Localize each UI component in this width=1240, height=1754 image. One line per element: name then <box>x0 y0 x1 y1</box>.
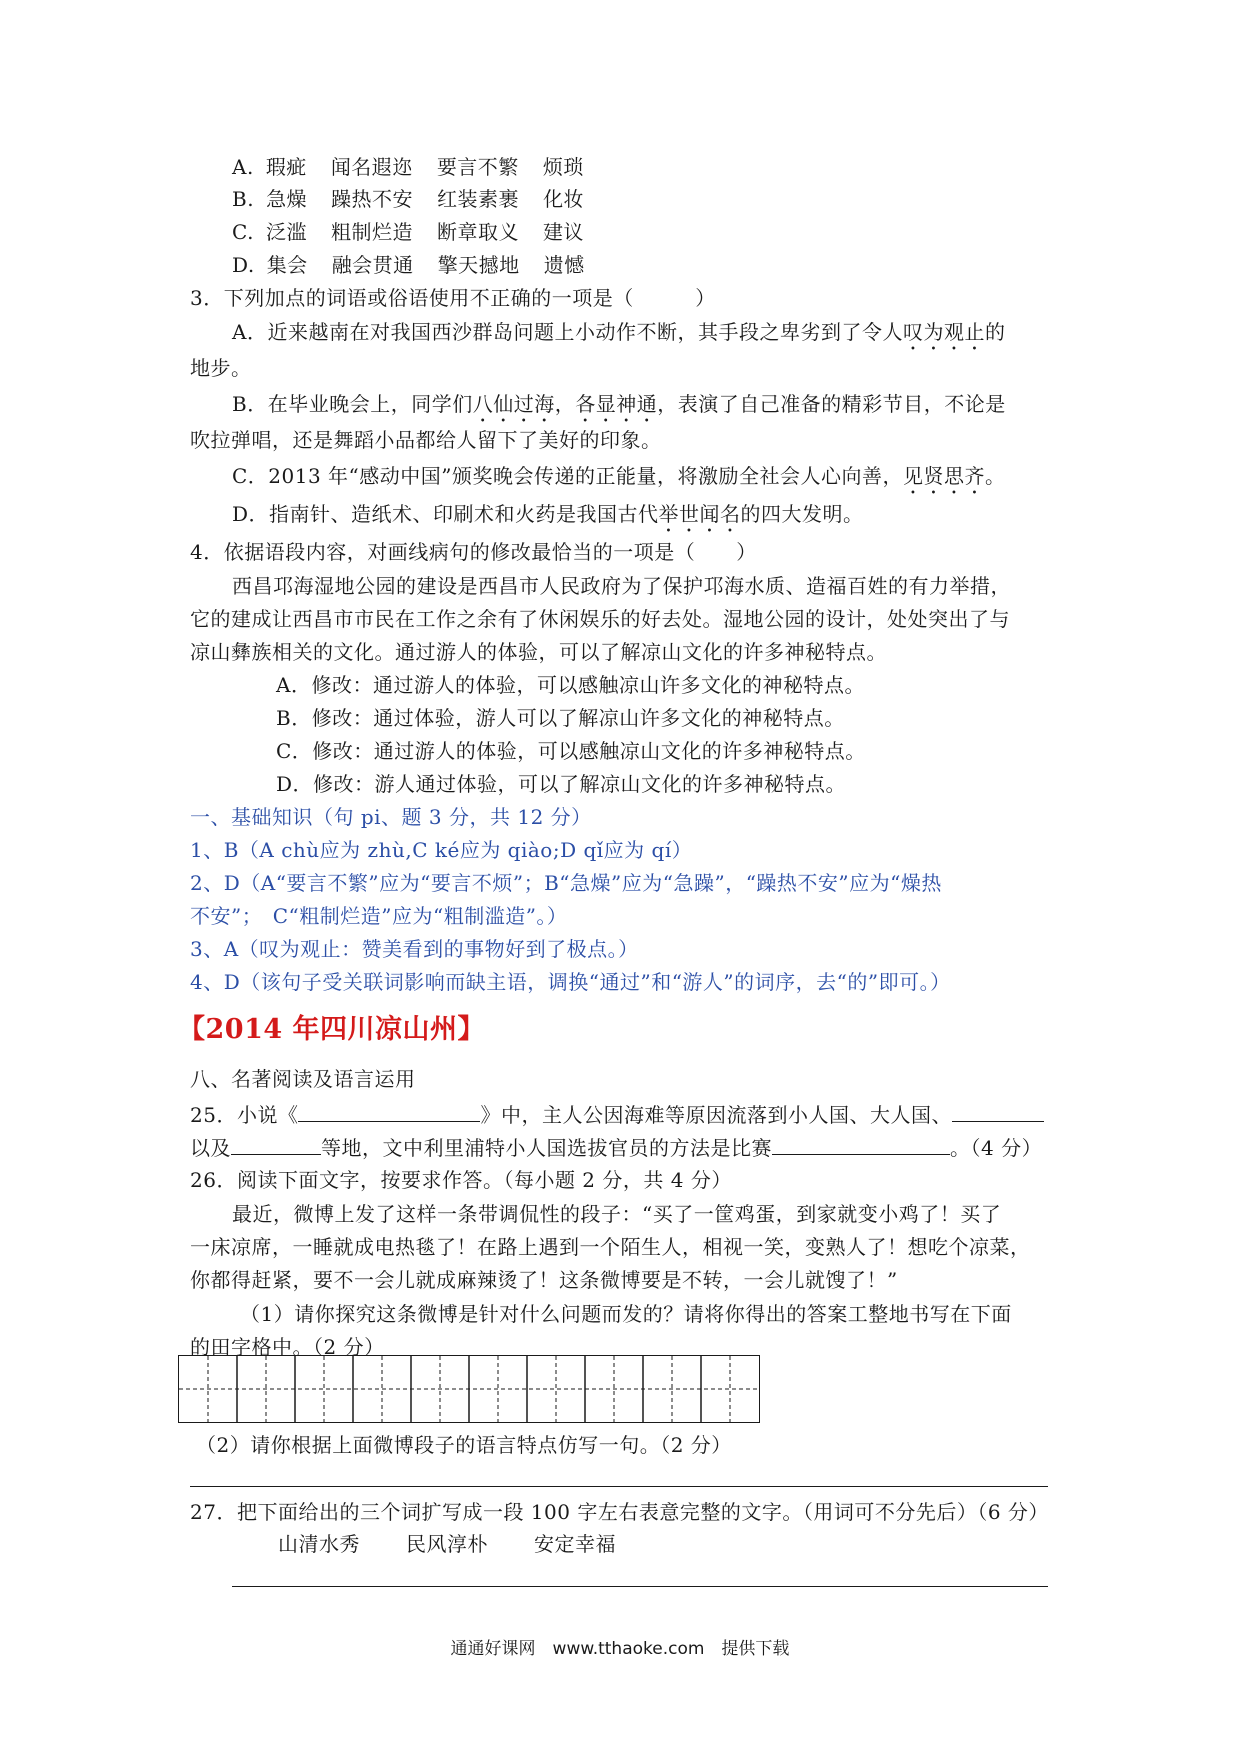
q4-passage-line: 西昌邛海湿地公园的建设是西昌市人民政府为了保护邛海水质、造福百姓的有力举措， <box>232 574 1011 598</box>
answer-heading: 一、基础知识（句 pi、题 3 分，共 12 分） <box>190 805 592 829</box>
q4-passage-line: 它的建成让西昌市市民在工作之余有了休闲娱乐的好去处。湿地公园的设计，处处突出了与 <box>190 607 1010 631</box>
q26-passage-line: 最近，微博上发了这样一条带调侃性的段子：“买了一筐鸡蛋，到家就变小鸡了！买了 <box>232 1202 1002 1226</box>
q27-answer-line[interactable] <box>232 1586 1048 1587</box>
q3-option-d: D．指南针、造纸术、印刷术和火药是我国古代举世闻名的四大发明。 <box>232 502 864 526</box>
q27-word: 安定幸福 <box>534 1532 616 1556</box>
dotted-phrase: 八仙过海，各显神通 <box>472 392 658 416</box>
q2-option-d: D. 集会 融会贯通 擎天撼地 遗憾 <box>232 253 585 277</box>
q2-option-a: A. 瑕疵 闻名遐迩 要言不繁 烦琐 <box>232 155 584 179</box>
q25-blank-place2[interactable] <box>231 1132 321 1155</box>
dotted-phrase: 见贤思齐 <box>903 464 986 488</box>
dotted-phrase: 叹为观止 <box>902 320 985 344</box>
q27-word: 山清水秀 <box>278 1532 360 1556</box>
tianzige-answer-grid[interactable] <box>178 1355 760 1423</box>
q26-passage-line: 一床凉席，一睡就成电热毯了！在路上遇到一个陌生人，相视一笑，变熟人了！想吃个凉菜， <box>190 1235 1031 1259</box>
q25-blank-place[interactable] <box>952 1099 1044 1122</box>
q25-line1: 25．小说《 》中，主人公因海难等原因流落到小人国、大人国、 <box>190 1099 1044 1129</box>
answer-line: 2、D（A“要言不繁”应为“要言不烦”；B“急燥”应为“急躁”，“躁热不安”应为“燥热 <box>190 871 942 895</box>
dotted-phrase: 举世闻名 <box>658 502 741 526</box>
answer-line: 1、B（A chù应为 zhù,C ké应为 qiào;D qǐ应为 qí） <box>190 838 693 862</box>
answer-line: 3、A（叹为观止：赞美看到的事物好到了极点。） <box>190 937 639 961</box>
q4-stem: 4．依据语段内容，对画线病句的修改最恰当的一项是（ ） <box>190 540 757 564</box>
q25-blank-method[interactable] <box>772 1132 950 1155</box>
q26-answer-line[interactable] <box>190 1486 1048 1487</box>
q27-word: 民风淳朴 <box>406 1532 488 1556</box>
section-title: 【2014 年四川凉山州】 <box>178 1014 486 1045</box>
section-eight-heading: 八、名著阅读及语言运用 <box>190 1067 416 1091</box>
q25-blank-book[interactable] <box>298 1099 480 1122</box>
q4-passage-line: 凉山彝族相关的文化。通过游人的体验，可以了解凉山文化的许多神秘特点。 <box>190 640 887 664</box>
q4-option-d: D．修改：游人通过体验，可以了解凉山文化的许多神秘特点。 <box>276 772 847 796</box>
q2-option-b: B. 急燥 躁热不安 红装素裹 化妆 <box>232 187 585 211</box>
tianzige-lines <box>179 1356 759 1422</box>
q26-sub1-line2: 的田字格中。（2 分） <box>190 1335 385 1359</box>
answer-line: 4、D（该句子受关联词影响而缺主语，调换“通过”和“游人”的词序，去“的”即可。） <box>190 970 951 994</box>
q26-stem: 26．阅读下面文字，按要求作答。（每小题 2 分，共 4 分） <box>190 1168 732 1192</box>
footer-source: 通通好课网 www.tthaoke.com 提供下载 <box>450 1639 790 1659</box>
answer-line: 不安”； C“粗制烂造”应为“粗制滥造”。） <box>190 904 568 928</box>
q27-stem: 27．把下面给出的三个词扩写成一段 100 字左右表意完整的文字。（用词可不分先后）（6 分） <box>190 1500 1049 1524</box>
q26-sub2: （2）请你根据上面微博段子的语言特点仿写一句。（2 分） <box>196 1433 732 1457</box>
q2-option-c: C. 泛滥 粗制烂造 断章取义 建议 <box>232 220 584 244</box>
q4-option-b: B．修改：通过体验，游人可以了解凉山许多文化的神秘特点。 <box>276 706 845 730</box>
q3-option-b-line2: 吹拉弹唱，还是舞蹈小品都给人留下了美好的印象。 <box>190 428 662 452</box>
q26-sub1-line1: （1）请你探究这条微博是针对什么问题而发的？请将你得出的答案工整地书写在下面 <box>240 1302 1012 1326</box>
q4-option-c: C．修改：通过游人的体验，可以感触凉山文化的许多神秘特点。 <box>276 739 866 763</box>
q3-option-c: C．2013 年“感动中国”颁奖晚会传递的正能量，将激励全社会人心向善，见贤思齐。 <box>232 464 1006 488</box>
q27-words <box>278 1530 616 1558</box>
q3-option-b-line1: B．在毕业晚会上，同学们八仙过海，各显神通，表演了自己准备的精彩节目，不论是 <box>232 392 1006 416</box>
q26-passage-line: 你都得赶紧，要不一会儿就成麻辣烫了！这条微博要是不转，一会儿就馊了！” <box>190 1268 898 1292</box>
q3-stem: 3．下列加点的词语或俗语使用不正确的一项是（ ） <box>190 286 716 310</box>
q3-option-a-line1: A．近来越南在对我国西沙群岛问题上小动作不断，其手段之卑劣到了令人叹为观止的 <box>232 320 1006 344</box>
q3-option-a-line2: 地步。 <box>190 356 252 380</box>
q25-line2: 以及 等地，文中利里浦特小人国选拔官员的方法是比赛 。（4 分） <box>190 1132 1042 1162</box>
q4-option-a: A．修改：通过游人的体验，可以感触凉山许多文化的神秘特点。 <box>276 673 865 697</box>
